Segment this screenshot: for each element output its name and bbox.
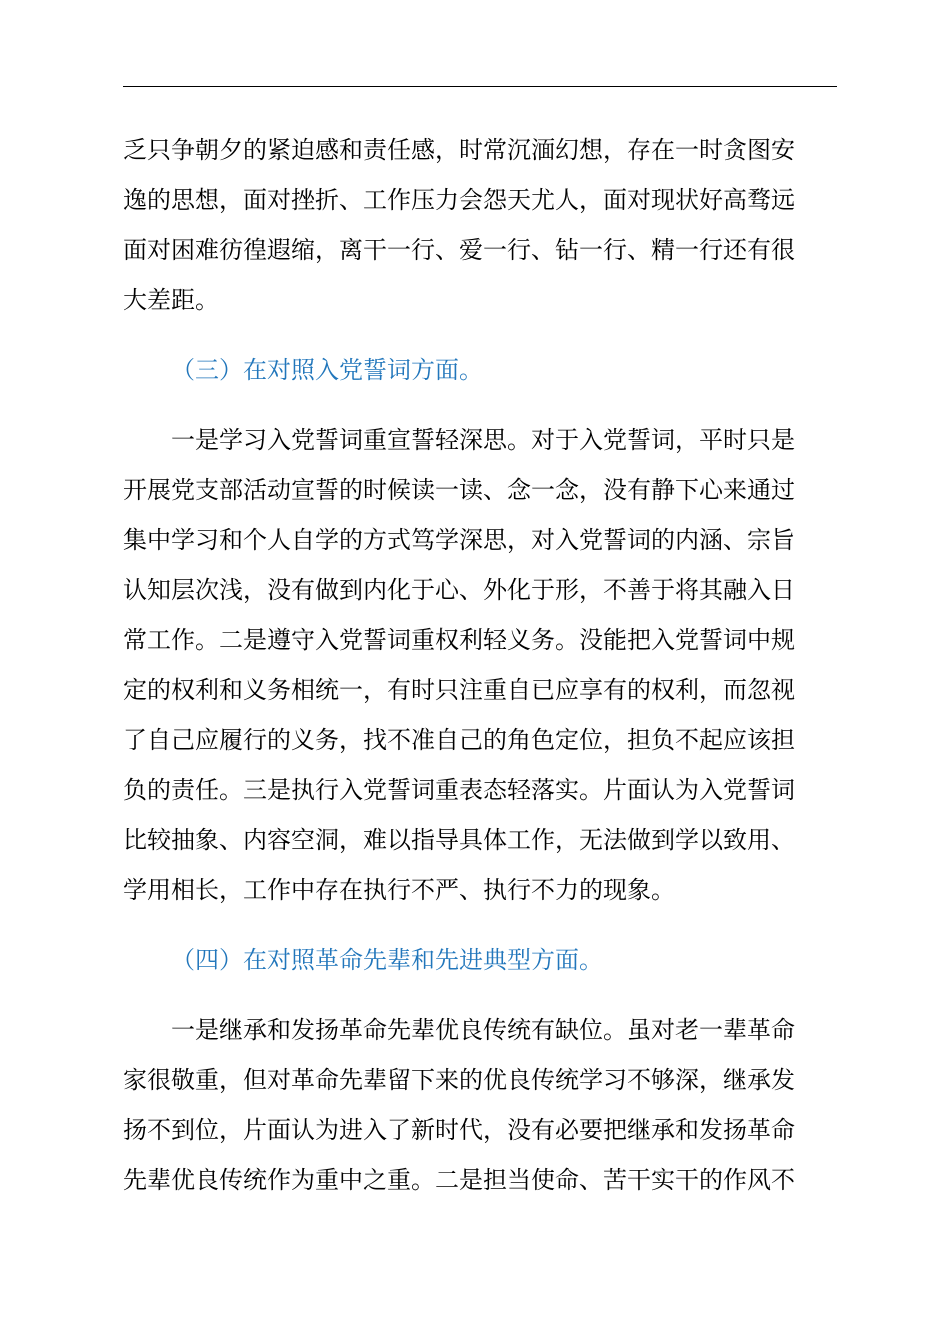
text-line: 一是继承和发扬革命先辈优良传统有缺位。虽对老一辈革命	[171, 1016, 795, 1044]
text-line: 一是学习入党誓词重宣誓轻深思。对于入党誓词，平时只是	[171, 426, 795, 454]
paragraph-gap	[123, 395, 837, 415]
text-line: 负的责任。三是执行入党誓词重表态轻落实。片面认为入党誓词	[123, 776, 795, 804]
paragraph-gap	[123, 985, 837, 1005]
document-body	[123, 125, 837, 1205]
section-heading-text: （四）在对照革命先辈和先进典型方面。	[171, 946, 603, 974]
text-line: 认知层次浅，没有做到内化于心、外化于形，不善于将其融入日	[123, 576, 795, 604]
text-line: 常工作。二是遵守入党誓词重权利轻义务。没能把入党誓词中规	[123, 626, 795, 654]
paragraph-oath	[123, 415, 837, 915]
text-line: 先辈优良传统作为重中之重。二是担当使命、苦干实干的作风不	[123, 1166, 795, 1194]
paragraph-continuation	[123, 125, 837, 325]
text-line: 了自己应履行的义务，找不准自己的角色定位，担负不起应该担	[123, 726, 795, 754]
text-line: 学用相长，工作中存在执行不严、执行不力的现象。	[123, 876, 675, 904]
paragraph-gap	[123, 915, 837, 935]
text-line: 家很敬重，但对革命先辈留下来的优良传统学习不够深，继承发	[123, 1066, 795, 1094]
paragraph-predecessors	[123, 1005, 837, 1205]
section-heading-4	[123, 935, 837, 985]
text-line: 面对困难彷徨遐缩，离干一行、爱一行、钻一行、精一行还有很	[123, 236, 795, 264]
paragraph-gap	[123, 325, 837, 345]
text-line: 定的权利和义务相统一，有时只注重自已应享有的权利，而忽视	[123, 676, 795, 704]
section-heading-3	[123, 345, 837, 395]
section-heading-text: （三）在对照入党誓词方面。	[171, 356, 483, 384]
text-line: 扬不到位，片面认为进入了新时代，没有必要把继承和发扬革命	[123, 1116, 795, 1144]
text-line: 大差距。	[123, 286, 219, 314]
text-line: 逸的思想，面对挫折、工作压力会怨天尤人，面对现状好高骛远	[123, 186, 795, 214]
text-line: 开展党支部活动宣誓的时候读一读、念一念，没有静下心来通过	[123, 476, 795, 504]
header-rule	[123, 86, 837, 87]
text-line: 乏只争朝夕的紧迫感和责任感，时常沉湎幻想，存在一时贪图安	[123, 136, 795, 164]
text-line: 集中学习和个人自学的方式笃学深思，对入党誓词的内涵、宗旨	[123, 526, 795, 554]
text-line: 比较抽象、内容空洞，难以指导具体工作，无法做到学以致用、	[123, 826, 795, 854]
